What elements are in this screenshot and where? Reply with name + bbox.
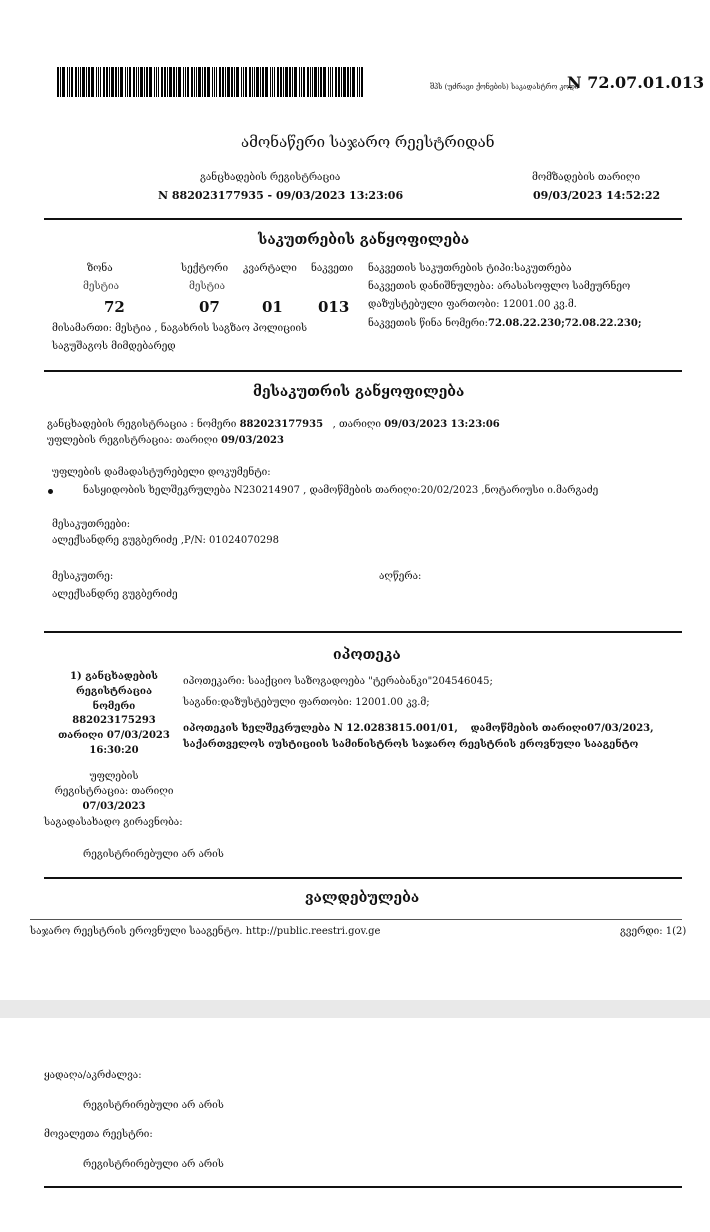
sector-header: სექტორი bbox=[181, 263, 229, 274]
mortgage-contract: იპოთეკის ხელშეკრულება N 12.0283815.001/01, bbox=[183, 723, 458, 734]
divider bbox=[44, 218, 682, 220]
purpose-label: ნაკვეთის დანიშნულება: bbox=[368, 281, 495, 292]
footer-agency: საჯარო რეესტრის ეროვნული სააგენტო. http://public.reestri.gov.ge bbox=[30, 926, 381, 937]
document-page-2 bbox=[0, 1018, 710, 1232]
address-line-2: საგუშაგოს მიმდებარედ bbox=[52, 341, 176, 352]
divider bbox=[44, 370, 682, 372]
owners-label: მესაკუთრეები: bbox=[52, 519, 131, 530]
right-registration-label: უფლების რეგისტრაცია: თარიღი bbox=[47, 435, 218, 446]
tax-pledge-label: საგადასახადო გირავნობა: bbox=[44, 817, 183, 828]
owner-label: მესაკუთრე: bbox=[52, 571, 114, 582]
mortgage-certification-date: დამოწმების თარიღი07/03/2023, bbox=[470, 723, 654, 734]
mortgage-subject: საგანი:დაზუსტებული ფართობი: 12001.00 კვ.მ; bbox=[183, 697, 430, 708]
zone-header: ზონა bbox=[87, 263, 113, 274]
basis-document-label: უფლების დამადასტურებელი დოკუმენტი: bbox=[52, 467, 271, 478]
mortgage-l8: რეგისტრაცია: თარიღი bbox=[54, 785, 174, 797]
seizure-label: ყადაღა/აკრძალვა: bbox=[44, 1070, 142, 1081]
page-number: გვერდი: 1(2) bbox=[620, 926, 687, 937]
address-line-1: მისამართი: მესტია , ნაგახრის საგზაო პოლიციის bbox=[52, 323, 308, 334]
footer-rule bbox=[30, 919, 682, 920]
divider bbox=[44, 631, 682, 633]
parcel-header: ნაკვეთი bbox=[311, 263, 354, 274]
mortgage-l3: ნომერი bbox=[92, 700, 136, 712]
mortgage-right-registration bbox=[44, 770, 184, 814]
mortgage-l4: 882023175293 bbox=[72, 715, 156, 727]
area-label: დაზუსტებული ფართობი: bbox=[368, 299, 500, 310]
application-value: N 882023177935 - 09/03/2023 13:23:06 bbox=[158, 189, 404, 202]
barcode-gap bbox=[363, 67, 365, 97]
previous-number-label: ნაკვეთის წინა ნომერი: bbox=[368, 318, 488, 329]
zone-name: მესტია bbox=[83, 281, 120, 292]
debtors-registry-label: მოვალეთა რეესტრი: bbox=[44, 1129, 153, 1140]
cadastral-code-caption: შპს (უძრავი ქონების) საკადასტრო კოდი bbox=[430, 83, 579, 91]
sector-name: მესტია bbox=[189, 281, 226, 292]
owner-application-date-label: , თარიღი bbox=[332, 419, 381, 430]
mortgage-agency: საქართველოს იუსტიციის სამინისტროს საჯარო რეესტრის ეროვნული სააგენტო bbox=[183, 739, 639, 750]
mortgage-l1: 1) განცხადების bbox=[70, 671, 158, 682]
preparation-date-label: მომზადების თარიღი bbox=[532, 172, 641, 183]
basis-document-item: ნასყიდობის ხელშეკრულება N230214907 , დამოწმების თარიღი:20/02/2023 ,ნოტარიუსი ი.მარგაძე bbox=[83, 485, 599, 496]
mortgage-section-title: იპოთეკა bbox=[333, 647, 401, 663]
mortgage-l7: უფლების bbox=[89, 771, 139, 782]
tax-pledge-value: რეგისტრირებული არ არის bbox=[83, 849, 224, 860]
mortgage-l2: რეგისტრაცია bbox=[75, 685, 153, 697]
quarter-header: კვარტალი bbox=[243, 263, 297, 274]
right-registration-date: 09/03/2023 bbox=[221, 435, 284, 446]
mortgage-registration-block bbox=[44, 670, 184, 759]
seizure-value: რეგისტრირებული არ არის bbox=[83, 1100, 224, 1111]
mortgage-l6: 16:30:20 bbox=[89, 744, 139, 756]
obligation-section-title: ვალდებულება bbox=[305, 890, 420, 906]
mortgagee: იპოთეკარი: სააქციო საზოგადოება "ტერაბანკი"204546045; bbox=[183, 676, 493, 687]
owners-value: ალექსანდრე გუგბერიძე ,P/N: 01024070298 bbox=[52, 535, 280, 546]
divider bbox=[44, 877, 682, 879]
mortgage-l9: 07/03/2023 bbox=[82, 800, 146, 812]
bullet-icon bbox=[48, 489, 53, 494]
quarter-value: 01 bbox=[262, 298, 283, 316]
debtors-registry-value: რეგისტრირებული არ არის bbox=[83, 1159, 224, 1170]
sector-value: 07 bbox=[199, 298, 220, 316]
cadastral-code: N 72.07.01.013 bbox=[567, 73, 705, 92]
ownership-type-label: ნაკვეთის საკუთრების ტიპი: bbox=[368, 263, 515, 274]
description-label: აღწერა: bbox=[379, 571, 422, 582]
owner-section-title: მესაკუთრის განყოფილება bbox=[253, 384, 465, 400]
divider bbox=[44, 1186, 682, 1188]
owner-application-date: 09/03/2023 13:23:06 bbox=[384, 419, 500, 430]
document-title: ამონაწერი საჯარო რეესტრიდან bbox=[241, 133, 495, 151]
parcel-value: 013 bbox=[318, 298, 350, 316]
preparation-date-value: 09/03/2023 14:52:22 bbox=[533, 189, 661, 202]
zone-value: 72 bbox=[104, 298, 125, 316]
owner-application-label: განცხადების რეგისტრაცია : ნომერი bbox=[47, 419, 237, 430]
owner-value: ალექსანდრე გუგბერიძე bbox=[52, 589, 178, 600]
application-label: განცხადების რეგისტრაცია bbox=[200, 172, 341, 183]
barcode bbox=[57, 67, 369, 97]
ownership-type-value: საკუთრება bbox=[514, 263, 572, 274]
mortgage-l5: თარიღი 07/03/2023 bbox=[58, 730, 170, 742]
owner-application-number: 882023177935 bbox=[239, 419, 324, 430]
property-section-title: საკუთრების განყოფილება bbox=[258, 232, 470, 248]
previous-number-value: 72.08.22.230;72.08.22.230; bbox=[488, 318, 642, 329]
purpose-value: არასასოფლო სამეურნეო bbox=[497, 281, 631, 292]
area-value: 12001.00 კვ.მ. bbox=[502, 299, 577, 310]
